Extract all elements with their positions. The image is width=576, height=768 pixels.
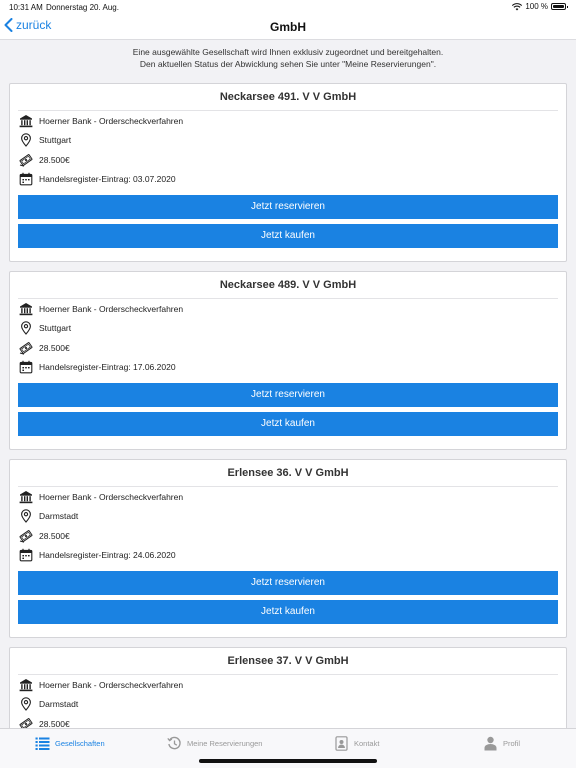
location-pin-icon — [19, 697, 33, 711]
intro-text — [0, 40, 576, 83]
register-row — [10, 358, 566, 378]
tab-gesellschaften[interactable] — [35, 736, 105, 751]
price-row — [10, 526, 566, 546]
wifi-icon — [512, 3, 522, 11]
city-text: Darmstadt — [39, 511, 79, 522]
calendar-icon — [19, 548, 33, 562]
bank-text: Hoerner Bank - Orderscheckverfahren — [39, 303, 184, 314]
price-text: 28.500€ — [39, 718, 70, 728]
status-date: Donnerstag 20. Aug. — [46, 3, 119, 12]
company-card — [9, 271, 567, 450]
location-pin-icon — [19, 133, 33, 147]
company-list[interactable] — [0, 40, 576, 728]
history-icon — [167, 736, 182, 751]
intro-line-2: Den aktuellen Status der Abwicklung sehen Sie unter "Meine Reservierungen". — [139, 59, 437, 69]
navigation-bar — [0, 14, 576, 40]
register-row — [10, 546, 566, 566]
bank-icon — [19, 114, 33, 128]
city-row — [10, 507, 566, 527]
tab-profil[interactable] — [483, 736, 520, 751]
city-row — [10, 131, 566, 151]
bank-text: Hoerner Bank - Orderscheckverfahren — [39, 679, 184, 690]
company-card — [9, 459, 567, 638]
intro-line-1: Eine ausgewählte Gesellschaft wird Ihnen exklusiv zugeordnet und bereitgehalten. — [132, 47, 444, 57]
company-name: Neckarsee 489. V V GmbH — [219, 279, 357, 291]
calendar-icon — [19, 172, 33, 186]
money-icon — [19, 341, 33, 355]
buy-button[interactable]: Jetzt kaufen — [18, 600, 558, 624]
buy-button[interactable]: Jetzt kaufen — [18, 412, 558, 436]
bank-row — [10, 487, 566, 507]
tab-label: Gesellschaften — [55, 739, 105, 748]
city-text: Darmstadt — [39, 699, 79, 710]
tab-label: Kontakt — [354, 739, 380, 748]
reserve-button[interactable]: Jetzt reservieren — [18, 571, 558, 595]
home-indicator — [199, 759, 377, 763]
register-row — [10, 170, 566, 190]
company-card — [9, 83, 567, 262]
bank-text: Hoerner Bank - Orderscheckverfahren — [39, 491, 184, 502]
location-pin-icon — [19, 321, 33, 335]
calendar-icon — [19, 360, 33, 374]
reserve-button[interactable]: Jetzt reservieren — [18, 383, 558, 407]
status-indicators — [512, 2, 566, 11]
bank-icon — [19, 302, 33, 316]
register-text: Handelsregister-Eintrag: 17.06.2020 — [39, 362, 176, 373]
buy-button[interactable]: Jetzt kaufen — [18, 224, 558, 248]
tab-label: Profil — [503, 739, 521, 748]
tab-meine-reservierungen[interactable] — [167, 736, 262, 751]
status-bar — [0, 0, 576, 14]
list-icon — [35, 736, 50, 751]
back-label: zurück — [16, 18, 52, 32]
contact-icon — [334, 736, 349, 751]
company-name: Neckarsee 491. V V GmbH — [219, 91, 357, 103]
bank-icon — [19, 490, 33, 504]
register-text: Handelsregister-Eintrag: 03.07.2020 — [39, 174, 176, 185]
city-row — [10, 319, 566, 339]
person-icon — [483, 736, 498, 751]
bank-icon — [19, 678, 33, 692]
location-pin-icon — [19, 509, 33, 523]
company-name: Erlensee 37. V V GmbH — [227, 655, 349, 667]
bank-row — [10, 111, 566, 131]
price-text: 28.500€ — [39, 342, 70, 353]
tab-kontakt[interactable] — [334, 736, 379, 751]
company-card — [9, 647, 567, 728]
bank-row — [10, 299, 566, 319]
battery-percentage: 100 % — [525, 2, 548, 11]
money-icon — [19, 153, 33, 167]
price-row — [10, 714, 566, 728]
price-row — [10, 150, 566, 170]
battery-icon — [551, 3, 566, 10]
city-text: Stuttgart — [39, 135, 72, 146]
city-row — [10, 695, 566, 715]
bank-row — [10, 675, 566, 695]
price-row — [10, 338, 566, 358]
tab-label: Meine Reservierungen — [187, 739, 263, 748]
price-text: 28.500€ — [39, 530, 70, 541]
company-name: Erlensee 36. V V GmbH — [227, 467, 349, 479]
price-text: 28.500€ — [39, 154, 70, 165]
register-text: Handelsregister-Eintrag: 24.06.2020 — [39, 550, 176, 561]
city-text: Stuttgart — [39, 323, 72, 334]
page-title: GmbH — [270, 20, 306, 34]
bank-text: Hoerner Bank - Orderscheckverfahren — [39, 115, 184, 126]
reserve-button[interactable]: Jetzt reservieren — [18, 195, 558, 219]
money-icon — [19, 529, 33, 543]
status-time: 10:31 AM — [9, 3, 43, 12]
money-icon — [19, 717, 33, 728]
